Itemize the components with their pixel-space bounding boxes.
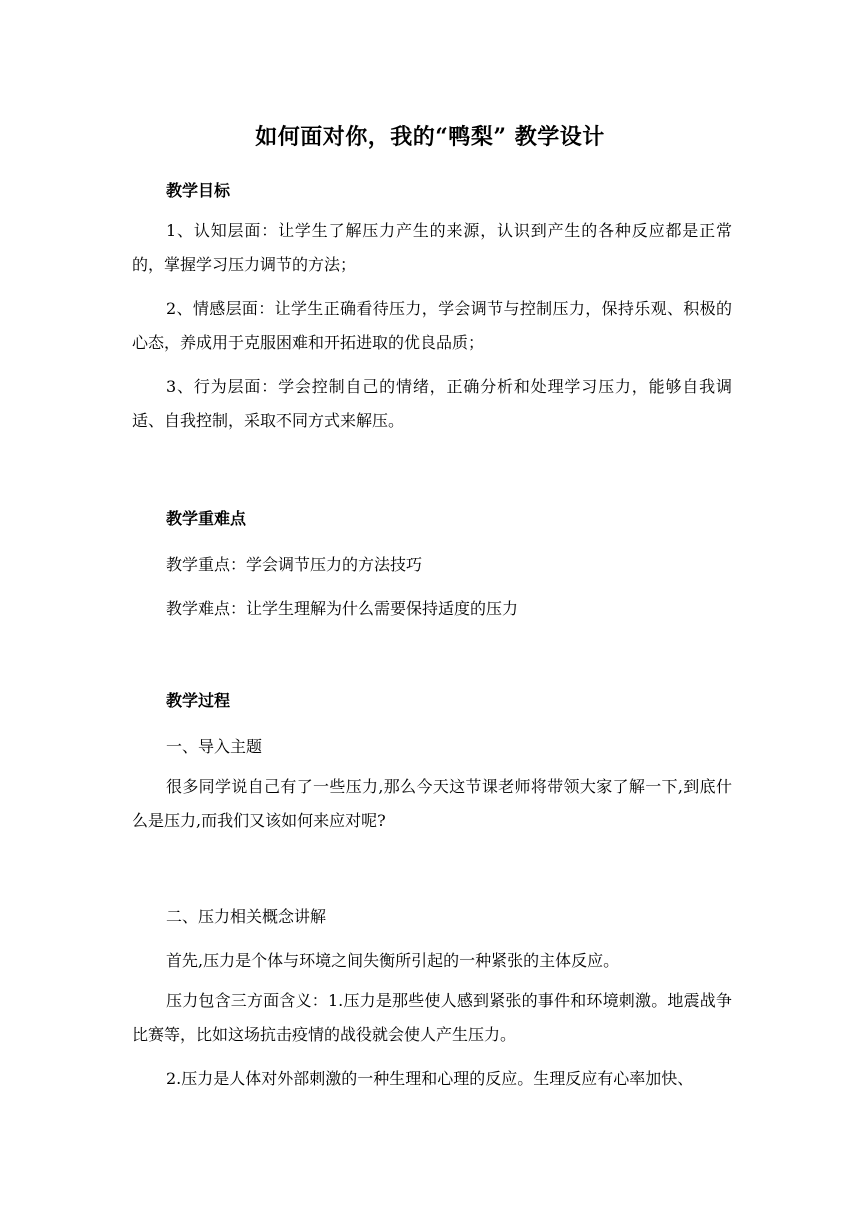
key-points-heading: 教学重难点	[166, 509, 247, 528]
objective-item-2: 2、情感层面：让学生正确看待压力，学会调节与控制压力，保持乐观、积极的心态，养成用于克服困难和开拓进取的优良品质；	[132, 299, 732, 352]
teaching-difficulty: 教学难点：让学生理解为什么需要保持适度的压力	[166, 599, 519, 618]
section-concepts-title: 二、压力相关概念讲解	[166, 907, 327, 926]
concepts-paragraph-1: 首先,压力是个体与环境之间失衡所引起的一种紧张的主体反应。	[166, 951, 620, 970]
process-heading: 教学过程	[166, 691, 231, 710]
objective-item-3: 3、行为层面：学会控制自己的情绪，正确分析和处理学习压力，能够自我调适、自我控制，采取不同方式来解压。	[132, 377, 732, 430]
objective-item-1: 1、认知层面：让学生了解压力产生的来源，认识到产生的各种反应都是正常的，掌握学习压力调节的方法；	[132, 221, 732, 274]
objectives-heading: 教学目标	[166, 181, 231, 200]
section-intro-text: 很多同学说自己有了一些压力,那么今天这节课老师将带领大家了解一下,到底什么是压力,而我们又该如何来应对呢?	[132, 777, 732, 830]
concepts-paragraph-2: 压力包含三方面含义：1.压力是那些使人感到紧张的事件和环境刺激。地震战争比赛等，比如这场抗击疫情的战役就会使人产生压力。	[132, 991, 732, 1044]
document-title: 如何面对你，我的“鸭梨” 教学设计	[255, 124, 605, 150]
section-intro-title: 一、导入主题	[166, 737, 263, 756]
teaching-focus: 教学重点：学会调节压力的方法技巧	[166, 555, 423, 574]
concepts-paragraph-3: 2.压力是人体对外部刺激的一种生理和心理的反应。生理反应有心率加快、	[166, 1069, 694, 1088]
